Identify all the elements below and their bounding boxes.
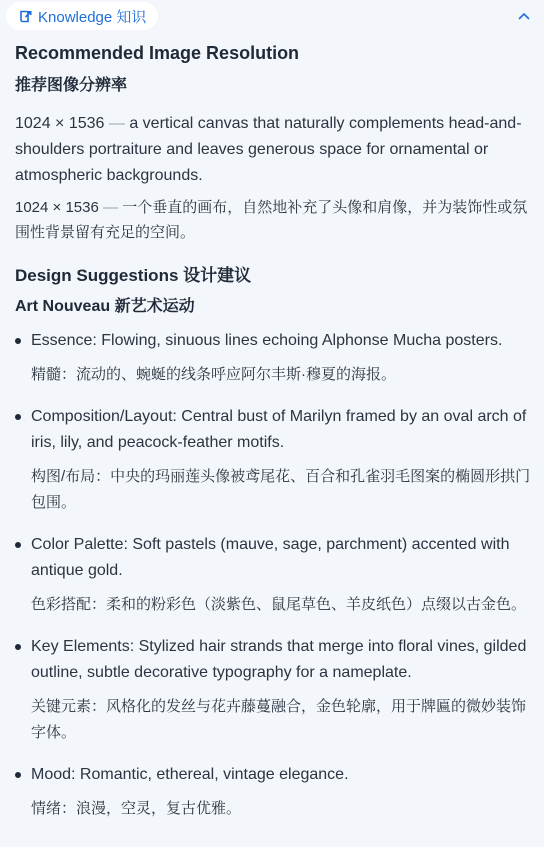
resolution-size-en: 1024 × 1536 — [15, 115, 105, 132]
item-text-zh: 构图/布局：中央的玛丽莲头像被鸢尾花、百合和孔雀羽毛图案的椭圆形拱门包围。 — [31, 468, 531, 511]
book-link-icon — [18, 9, 32, 23]
dash-separator: — — [103, 199, 119, 216]
list-item — [15, 634, 532, 746]
bullet-dot — [15, 644, 21, 650]
resolution-size-zh: 1024 × 1536 — [15, 199, 99, 216]
style-title: Art Nouveau 新艺术运动 — [15, 298, 195, 315]
chevron-up-icon — [518, 7, 530, 25]
resolution-subtitle-zh: 推荐图像分辨率 — [15, 77, 128, 94]
knowledge-content — [0, 41, 544, 822]
suggestion-list — [15, 328, 532, 822]
item-text-en: Essence: Flowing, sinuous lines echoing Alphonse Mucha posters. — [31, 332, 503, 349]
bullet-dot — [15, 338, 21, 344]
resolution-text-en: a vertical canvas that naturally complements head-and-shoulders portraiture and leaves generous space for ornamental or atmospheric backgrounds. — [15, 115, 522, 184]
bullet-dot — [15, 414, 21, 420]
list-item — [15, 404, 532, 516]
resolution-description-en — [15, 111, 532, 189]
resolution-title: Recommended Image Resolution — [15, 43, 300, 63]
resolution-text-zh: 一个垂直的画布，自然地补充了头像和肩像，并为装饰性或氛围性背景留有充足的空间。 — [15, 199, 528, 241]
item-text-en: Color Palette: Soft pastels (mauve, sage, parchment) accented with antique gold. — [31, 536, 510, 579]
item-text-zh: 关键元素：风格化的发丝与花卉藤蔓融合，金色轮廓，用于牌匾的微妙装饰字体。 — [31, 698, 527, 741]
panel-header — [0, 0, 544, 32]
bullet-dot — [15, 542, 21, 548]
bullet-dot — [15, 772, 21, 778]
item-text-zh: 色彩搭配：柔和的粉彩色（淡紫色、鼠尾草色、羊皮纸色）点缀以古金色。 — [31, 596, 527, 613]
item-text-en: Mood: Romantic, ethereal, vintage elegance. — [31, 766, 349, 783]
list-item — [15, 532, 532, 618]
knowledge-label: Knowledge 知识 — [38, 8, 147, 26]
design-suggestions-title: Design Suggestions 设计建议 — [15, 266, 252, 285]
dash-separator: — — [108, 115, 125, 132]
item-text-en: Composition/Layout: Central bust of Marilyn framed by an oval arch of iris, lily, and peacock-feather motifs. — [31, 408, 527, 451]
item-text-en: Key Elements: Stylized hair strands that merge into floral vines, gilded outline, subtle decorative typography for a nameplate. — [31, 638, 527, 681]
collapse-button[interactable] — [512, 4, 536, 28]
item-text-zh: 精髓：流动的、蜿蜒的线条呼应阿尔丰斯·穆夏的海报。 — [31, 366, 396, 383]
resolution-description-zh — [15, 195, 532, 245]
item-text-zh: 情绪：浪漫，空灵，复古优雅。 — [31, 800, 242, 817]
list-item — [15, 328, 532, 388]
knowledge-toggle[interactable] — [6, 2, 158, 30]
list-item — [15, 762, 532, 822]
